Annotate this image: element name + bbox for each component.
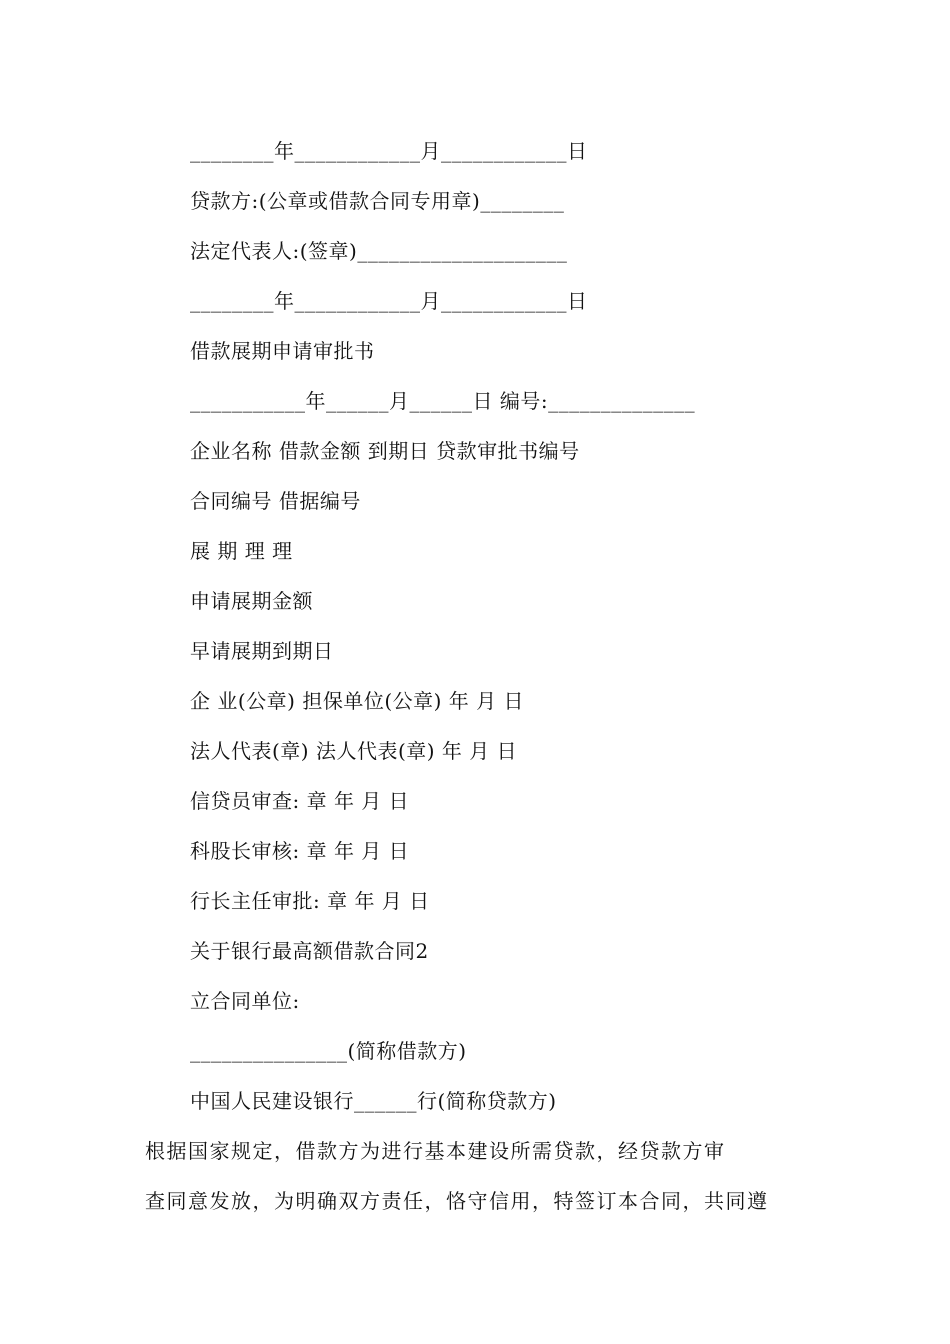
section-title-extension-approval: 借款展期申请审批书 (190, 339, 375, 363)
form-row-bank-director: 行长主任审批: 章 年 月 日 (190, 889, 430, 913)
form-row-credit-officer: 信贷员审查: 章 年 月 日 (190, 789, 410, 813)
form-row-company: 企业名称 借款金额 到期日 贷款审批书编号 (190, 439, 580, 463)
form-row-contract-number: 合同编号 借据编号 (190, 489, 361, 513)
form-row-extension-reason: 展 期 理 理 (190, 539, 293, 563)
lender-seal-line: 贷款方:(公章或借款合同专用章)________ (190, 189, 565, 213)
legal-rep-signature-line: 法定代表人:(签章)____________________ (190, 239, 568, 263)
date-line-1: ________年____________月____________日 (190, 139, 588, 163)
body-paragraph-line-1: 根据国家规定，借款方为进行基本建设所需贷款，经贷款方审 (145, 1139, 726, 1163)
form-row-company-guarantor-seal: 企 业(公章) 担保单位(公章) 年 月 日 (190, 689, 524, 713)
date-number-line: ___________年______月______日 编号:______________ (190, 389, 696, 413)
form-row-extension-amount: 申请展期金额 (190, 589, 313, 613)
section-title-max-loan-contract: 关于银行最高额借款合同2 (190, 939, 429, 963)
date-line-2: ________年____________月____________日 (190, 289, 588, 313)
form-row-legal-representative: 法人代表(章) 法人代表(章) 年 月 日 (190, 739, 518, 763)
borrower-line: _______________(简称借款方) (190, 1039, 467, 1063)
lender-bank-line: 中国人民建设银行______行(简称贷款方) (190, 1089, 557, 1113)
form-row-section-chief: 科股长审核: 章 年 月 日 (190, 839, 410, 863)
body-paragraph-line-2: 查同意发放，为明确双方责任，恪守信用，特签订本合同，共同遵 (145, 1189, 769, 1213)
contracting-parties-label: 立合同单位: (190, 989, 300, 1013)
form-row-extension-due-date: 早请展期到期日 (190, 639, 334, 663)
